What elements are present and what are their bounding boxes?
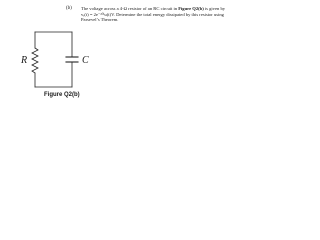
question-number: (b): [66, 6, 72, 11]
resistor-zigzag: [32, 48, 38, 73]
question-line-3: Parsevel’s Theorem.: [81, 17, 119, 23]
capacitor-label: C: [82, 55, 89, 66]
resistor-label: R: [21, 55, 28, 66]
question-line-2: vᵣ(t) = 2e⁻²⁰ᵗu(t)V. Determine the total energy dissipated by this resistor using: [81, 11, 224, 17]
question-line-1-start: The voltage across a 4-Ω resistor of an RC circuit in: [81, 6, 179, 11]
question-line-1-end: is given by: [203, 6, 226, 11]
figure-reference: Figure Q2(b): [178, 6, 204, 11]
figure-caption: Figure Q2(b): [44, 92, 80, 98]
